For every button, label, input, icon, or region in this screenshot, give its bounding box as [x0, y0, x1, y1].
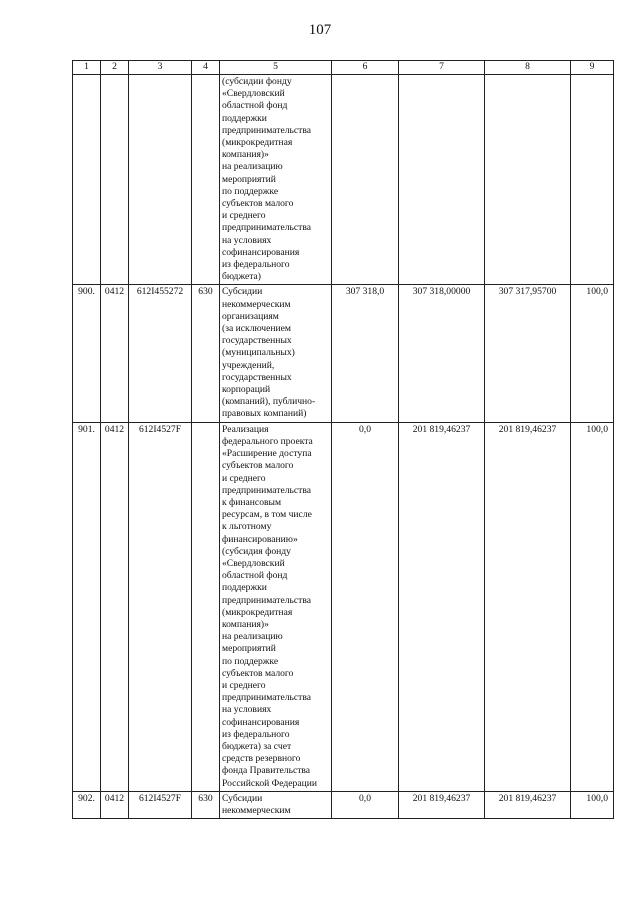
table-row: [73, 791, 614, 818]
section-code: 0412: [101, 285, 129, 422]
item-name: Реализация федерального проекта «Расширение доступа субъектов малого и среднего предпринимательства к финансовым ресурсам, в том числе к льготному финансированию» (субсидия фонду «Свердловский областной фонд поддержки предпринимательства (микрокредитная компания)» на реализацию мероприятий по поддержке субъектов малого и среднего предпринимательства на условиях софинансирования из федерального бюджета) за счет средств резервного фонда Правительства Российской Федерации: [220, 422, 332, 791]
planned-amount: [332, 75, 399, 285]
section-code: 0412: [101, 791, 129, 818]
approved-amount: 307 318,00000: [399, 285, 485, 422]
executed-amount: [485, 75, 571, 285]
table-row: [73, 285, 614, 422]
expense-type-code: 630: [192, 285, 220, 422]
row-number: [73, 75, 101, 285]
column-header: 9: [571, 61, 614, 75]
execution-percent: 100,0: [571, 422, 614, 791]
target-article-code: [129, 75, 192, 285]
page-number: 107: [308, 22, 332, 38]
executed-amount: 201 819,46237: [485, 791, 571, 818]
expense-type-code: [192, 75, 220, 285]
item-name: Субсидии некоммерческим: [220, 791, 332, 818]
table-row: [73, 422, 614, 791]
expense-type-code: [192, 422, 220, 791]
planned-amount: 307 318,0: [332, 285, 399, 422]
column-header: 6: [332, 61, 399, 75]
execution-percent: [571, 75, 614, 285]
column-header: 3: [129, 61, 192, 75]
section-code: 0412: [101, 422, 129, 791]
target-article-code: 612I4527F: [129, 791, 192, 818]
item-name: (субсидии фонду «Свердловский областной фонд поддержки предпринимательства (микрокредитная компания)» на реализацию мероприятий по поддержке субъектов малого и среднего предпринимательства на условиях софинансирования из федерального бюджета): [220, 75, 332, 285]
executed-amount: 201 819,46237: [485, 422, 571, 791]
column-header: 8: [485, 61, 571, 75]
planned-amount: 0,0: [332, 422, 399, 791]
execution-percent: 100,0: [571, 285, 614, 422]
executed-amount: 307 317,95700: [485, 285, 571, 422]
budget-table: [72, 60, 614, 819]
section-code: [101, 75, 129, 285]
row-number: 902.: [73, 791, 101, 818]
header-row: [73, 61, 614, 75]
planned-amount: 0,0: [332, 791, 399, 818]
approved-amount: 201 819,46237: [399, 422, 485, 791]
approved-amount: 201 819,46237: [399, 791, 485, 818]
column-header: 4: [192, 61, 220, 75]
target-article-code: 612I455272: [129, 285, 192, 422]
item-name: Субсидии некоммерческим организациям (за исключением государственных (муниципальных) учреждений, государственных корпораций (компаний), публично- правовых компаний): [220, 285, 332, 422]
target-article-code: 612I4527F: [129, 422, 192, 791]
row-number: 901.: [73, 422, 101, 791]
column-header: 7: [399, 61, 485, 75]
row-number: 900.: [73, 285, 101, 422]
execution-percent: 100,0: [571, 791, 614, 818]
column-header: 5: [220, 61, 332, 75]
expense-type-code: 630: [192, 791, 220, 818]
column-header: 2: [101, 61, 129, 75]
column-header: 1: [73, 61, 101, 75]
approved-amount: [399, 75, 485, 285]
table-row: [73, 75, 614, 285]
